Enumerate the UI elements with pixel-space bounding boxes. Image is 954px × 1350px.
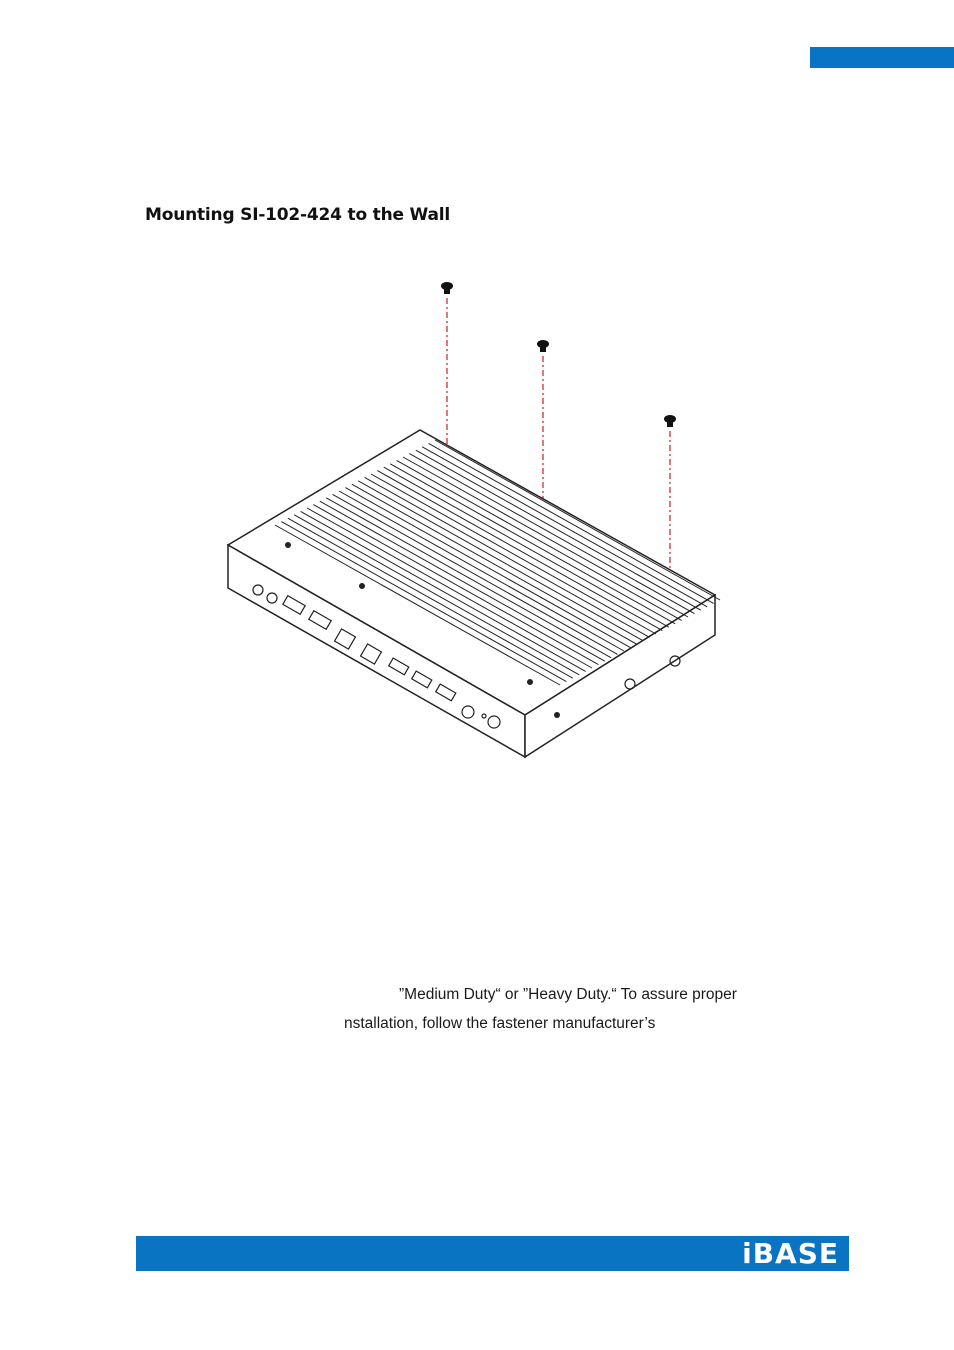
top-accent-tab <box>810 47 954 68</box>
footer-bar <box>136 1236 849 1271</box>
screw-icon <box>537 340 549 352</box>
section-heading: Mounting SI-102-424 to the Wall <box>145 205 450 225</box>
screw-icon <box>441 282 453 294</box>
body-text-line: ”Medium Duty“ or ”Heavy Duty.“ To assure proper <box>399 986 737 1003</box>
screw-icon <box>664 415 676 427</box>
ibase-logo: iBASE <box>742 1237 839 1270</box>
body-text-line: nstallation, follow the fastener manufacturer’s <box>344 1015 656 1032</box>
device-mounting-illustration <box>200 270 760 770</box>
